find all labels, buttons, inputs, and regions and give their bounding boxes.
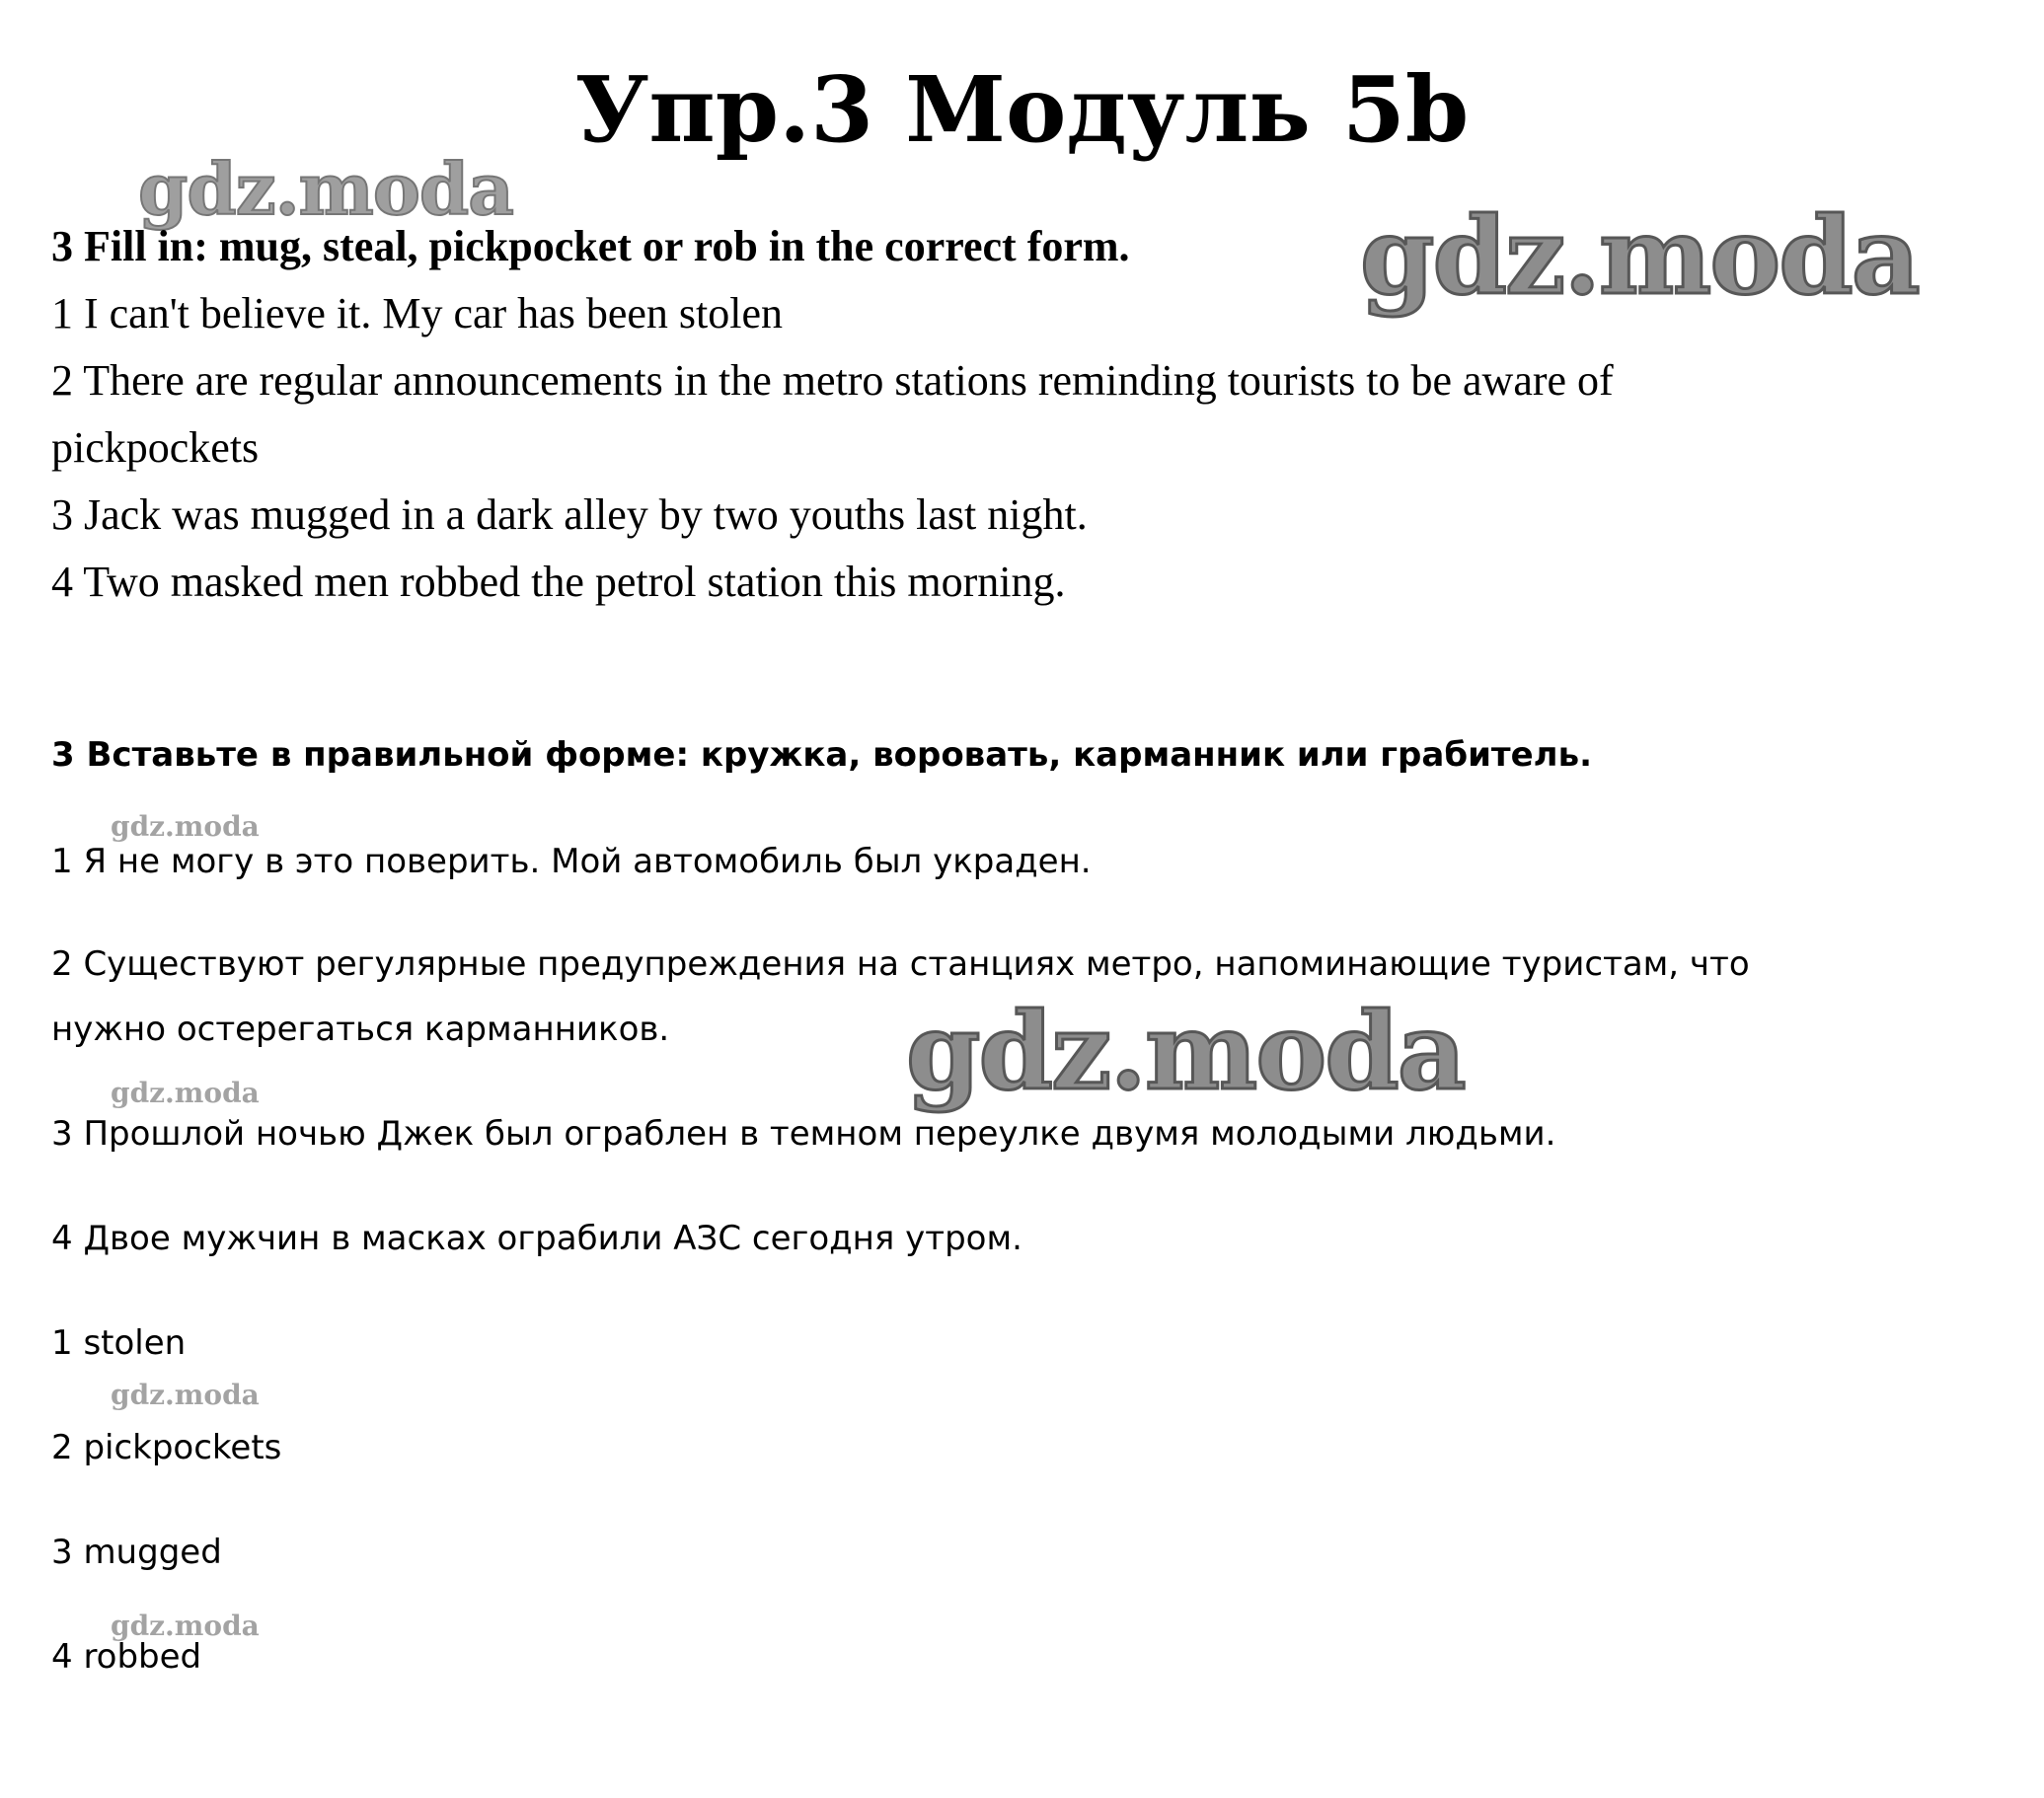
exercise-line-en: 2 There are regular announcements in the metro stations reminding tourists to be aware of xyxy=(51,356,1614,405)
watermark: gdz.moda xyxy=(111,1379,260,1411)
watermark: gdz.moda xyxy=(1360,194,1919,319)
exercise-heading-en: 3 Fill in: mug, steal, pickpocket or rob in the correct form. xyxy=(51,222,1130,270)
answer-item: 1 stolen xyxy=(51,1323,187,1363)
exercise-heading-ru: 3 Вставьте в правильной форме: кружка, воровать, карманник или грабитель. xyxy=(51,735,1592,775)
exercise-line-ru: 4 Двое мужчин в масках ограбили АЗС сегодня утром. xyxy=(51,1219,1022,1258)
answer-item: 2 pickpockets xyxy=(51,1428,282,1467)
exercise-line-ru: 2 Существуют регулярные предупреждения на станциях метро, напоминающие туристам, что xyxy=(51,944,1750,984)
exercise-line-ru: 1 Я не могу в это поверить. Мой автомобиль был украден. xyxy=(51,842,1092,881)
answer-item: 4 robbed xyxy=(51,1637,202,1677)
exercise-line-en: 3 Jack was mugged in a dark alley by two youths last night. xyxy=(51,490,1088,539)
answer-item: 3 mugged xyxy=(51,1533,222,1572)
exercise-line-en: 4 Two masked men robbed the petrol station this morning. xyxy=(51,558,1066,606)
watermark: gdz.moda xyxy=(111,810,260,843)
watermark: gdz.moda xyxy=(111,1610,260,1642)
watermark: gdz.moda xyxy=(906,990,1465,1114)
exercise-line-ru: 3 Прошлой ночью Джек был ограблен в темном переулке двумя молодыми людьми. xyxy=(51,1114,1556,1154)
exercise-line-en: 1 I can't believe it. My car has been stolen xyxy=(51,289,783,337)
page-title: Упр.3 Модуль 5b xyxy=(574,56,1470,163)
watermark: gdz.moda xyxy=(111,1077,260,1109)
exercise-line-en: pickpockets xyxy=(51,423,260,472)
watermark: gdz.moda xyxy=(138,147,513,231)
exercise-line-ru: нужно остерегаться карманников. xyxy=(51,1010,670,1049)
